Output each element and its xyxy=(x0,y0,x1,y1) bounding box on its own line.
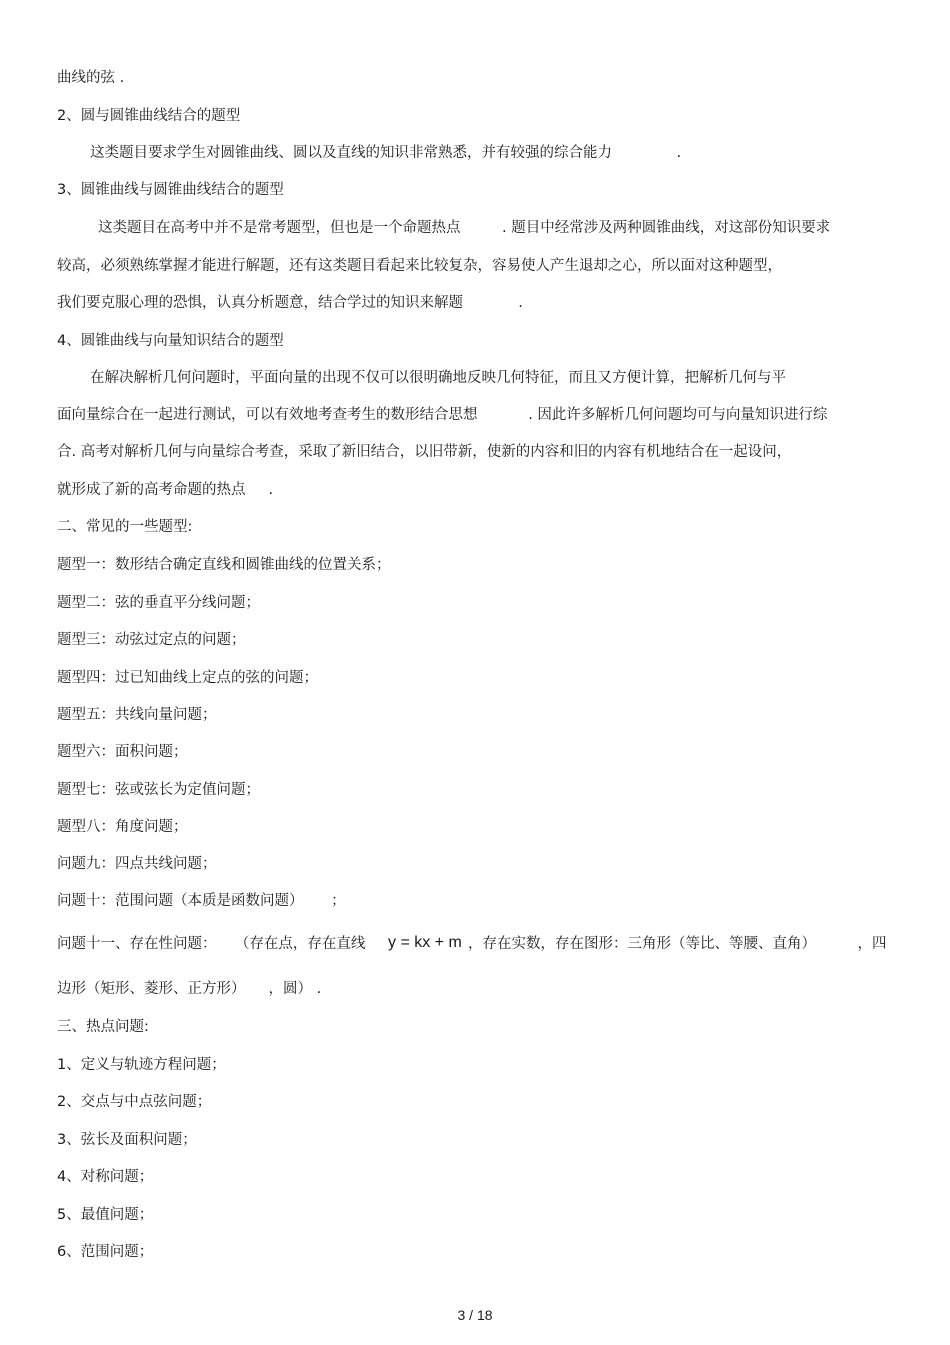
list-item: 问题九：四点共线问题； xyxy=(57,856,217,872)
text-line: 这类题目在高考中并不是常考题型，但也是一个命题热点 . 题目中经常涉及两种圆锥曲线，对这部份知识要求 xyxy=(98,220,831,236)
list-item: 2、交点与中点弦问题； xyxy=(57,1094,212,1110)
section-heading: 2、圆与圆锥曲线结合的题型 xyxy=(57,108,241,124)
list-item-continuation: ，存在实数，存在图形：三角形（等比、等腰、直角） ，四 xyxy=(468,936,887,952)
list-item: 题型八：角度问题； xyxy=(57,819,188,835)
list-item: 5、最值问题； xyxy=(57,1207,154,1223)
text-line: 就形成了新的高考命题的热点 . xyxy=(57,482,274,498)
list-item: 4、对称问题； xyxy=(57,1169,154,1185)
text-line: 在解决解析几何问题时，平面向量的出现不仅可以很明确地反映几何特征，而且又方便计算，把解析几何与平 xyxy=(90,370,786,386)
list-item: 问题十：范围问题（本质是函数问题） ； xyxy=(57,893,346,909)
list-item: 6、范围问题； xyxy=(57,1244,154,1260)
text-line: 我们要克服心理的恐惧，认真分析题意，结合学过的知识来解题 . xyxy=(57,295,523,311)
list-item: 题型六：面积问题； xyxy=(57,744,188,760)
list-item: 题型一：数形结合确定直线和圆锥曲线的位置关系； xyxy=(57,557,391,573)
text-line: 面向量综合在一起进行测试，可以有效地考查考生的数形结合思想 . 因此许多解析几何问题均可与向量知识进行综 xyxy=(57,407,828,423)
section-heading: 4、圆锥曲线与向量知识结合的题型 xyxy=(57,333,284,349)
list-item: 题型四：过已知曲线上定点的弦的问题； xyxy=(57,670,318,686)
list-item: 问题十一、存在性问题： （存在点，存在直线 xyxy=(57,936,366,952)
text-line: 这类题目要求学生对圆锥曲线、圆以及直线的知识非常熟悉，并有较强的综合能力 . xyxy=(90,145,682,161)
list-item: 题型二：弦的垂直平分线问题； xyxy=(57,595,260,611)
text-line: 曲线的弦 . xyxy=(57,70,125,86)
list-item: 题型七：弦或弦长为定值问题； xyxy=(57,782,260,798)
text-line: 较高，必须熟练掌握才能进行解题，还有这类题目看起来比较复杂，容易使人产生退却之心，所以面对这种题型， xyxy=(57,258,782,274)
section-heading: 二、常见的一些题型: xyxy=(57,519,193,535)
page-number: 3 / 18 xyxy=(457,1307,493,1323)
list-item: 1、定义与轨迹方程问题； xyxy=(57,1057,226,1073)
list-item-continuation: 边形（矩形、菱形、正方形） ，圆） . xyxy=(57,981,322,997)
section-heading: 3、圆锥曲线与圆锥曲线结合的题型 xyxy=(57,182,284,198)
list-item: 题型三：动弦过定点的问题； xyxy=(57,632,246,648)
section-heading: 三、热点问题: xyxy=(57,1019,149,1035)
list-item: 3、弦长及面积问题； xyxy=(57,1132,197,1148)
math-expression: y = kx + m xyxy=(388,934,462,951)
list-item: 题型五：共线向量问题； xyxy=(57,707,217,723)
text-line: 合. 高考对解析几何与向量综合考查，采取了新旧结合，以旧带新，使新的内容和旧的内容有机地结合在一起设问， xyxy=(57,444,792,460)
